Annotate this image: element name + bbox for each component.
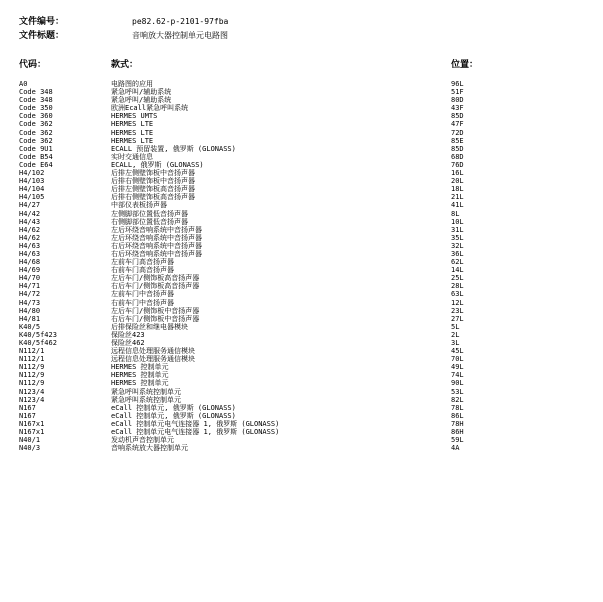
row-pos: 78L: [451, 403, 464, 412]
row-code: K40/5f423: [19, 330, 57, 339]
row-pos: 2L: [451, 330, 460, 339]
row-desc: 紧急呼叫系统控制单元: [111, 387, 181, 396]
table-row: [0, 396, 603, 404]
table-row: [0, 436, 603, 444]
row-code: Code 350: [19, 104, 53, 113]
document-meta: [19, 15, 228, 43]
table-body: [0, 80, 603, 452]
row-code: N123/4: [19, 387, 45, 396]
row-code: N112/9: [19, 371, 45, 380]
row-pos: 36L: [451, 249, 464, 258]
table-row: [0, 323, 603, 331]
row-code: H4/69: [19, 266, 41, 275]
row-desc: ECALL 预留装置, 俄罗斯 (GLONASS): [111, 144, 236, 153]
row-desc: HERMES LTE: [111, 128, 154, 137]
row-pos: 86H: [451, 428, 464, 437]
table-row: [0, 153, 603, 161]
row-pos: 43F: [451, 104, 464, 113]
table-row: [0, 258, 603, 266]
table-row: [0, 137, 603, 145]
row-desc: 欧洲Ecall紧急呼叫系统: [111, 104, 189, 113]
row-pos: 49L: [451, 363, 464, 372]
row-pos: 31L: [451, 225, 464, 234]
row-desc: HERMES LTE: [111, 136, 154, 145]
row-desc: 右前车门高音扬声器: [111, 266, 174, 275]
row-desc: 左前车门高音扬声器: [111, 258, 174, 267]
row-code: H4/70: [19, 274, 41, 283]
row-desc: 右后车门/侧饰板高音扬声器: [111, 282, 200, 291]
row-desc: 右后环绕音响系统中音扬声器: [111, 249, 202, 258]
row-pos: 18L: [451, 185, 464, 194]
row-code: H4/62: [19, 233, 41, 242]
row-pos: 3L: [451, 339, 460, 347]
table-row: [0, 282, 603, 290]
table-row: [0, 96, 603, 104]
table-row: [0, 355, 603, 363]
table-row: [0, 210, 603, 218]
row-pos: 76D: [451, 160, 464, 169]
row-pos: 86L: [451, 411, 464, 420]
row-pos: 27L: [451, 314, 464, 323]
row-desc: 音响系统放大器控制单元: [111, 444, 188, 453]
table-row: [0, 412, 603, 420]
row-code: Code 360: [19, 112, 53, 121]
row-pos: 51F: [451, 88, 464, 97]
table-row: [0, 299, 603, 307]
row-desc: 保险丝423: [111, 330, 145, 339]
table-row: [0, 88, 603, 96]
doc-number-row: [19, 15, 228, 29]
row-code: N112/9: [19, 379, 45, 388]
doc-number-value: pe82.62-p-2101-97fba: [132, 17, 229, 26]
row-code: Code E64: [19, 160, 53, 169]
row-code: N112/1: [19, 355, 45, 364]
table-row: [0, 242, 603, 250]
row-pos: 85D: [451, 112, 464, 121]
row-desc: HERMES 控制单元: [111, 371, 169, 380]
table-row: [0, 290, 603, 298]
table-row: [0, 177, 603, 185]
row-code: N112/9: [19, 363, 45, 372]
table-row: [0, 80, 603, 88]
row-code: H4/42: [19, 209, 41, 218]
row-pos: 63L: [451, 290, 464, 299]
row-desc: 发动机声音控制单元: [111, 436, 174, 445]
row-code: H4/63: [19, 249, 41, 258]
row-code: H4/62: [19, 225, 41, 234]
row-pos: 14L: [451, 266, 464, 275]
row-desc: 后排右侧壁饰板中音扬声器: [111, 177, 195, 186]
row-desc: 左后环绕音响系统中音扬声器: [111, 225, 202, 234]
row-code: H4/63: [19, 241, 41, 250]
row-code: N123/4: [19, 395, 45, 404]
table-row: [0, 444, 603, 452]
row-pos: 35L: [451, 233, 464, 242]
row-pos: 72D: [451, 128, 464, 137]
row-pos: 90L: [451, 379, 464, 388]
row-desc: 保险丝462: [111, 339, 145, 347]
row-code: K40/5f462: [19, 339, 57, 347]
row-desc: 右后车门/侧饰板中音扬声器: [111, 314, 200, 323]
table-row: [0, 201, 603, 209]
row-code: Code 362: [19, 120, 53, 129]
row-code: H4/81: [19, 314, 41, 323]
table-row: [0, 169, 603, 177]
row-code: K40/5: [19, 322, 41, 331]
row-code: Code 362: [19, 136, 53, 145]
table-row: [0, 420, 603, 428]
row-pos: 47F: [451, 120, 464, 129]
row-code: H4/103: [19, 177, 45, 186]
row-code: N167: [19, 403, 36, 412]
row-code: Code 9U1: [19, 144, 53, 153]
row-desc: 后排右侧壁饰板高音扬声器: [111, 193, 195, 202]
table-row: [0, 388, 603, 396]
row-pos: 59L: [451, 436, 464, 445]
row-code: H4/72: [19, 290, 41, 299]
table-row: [0, 266, 603, 274]
row-desc: 左后环绕音响系统中音扬声器: [111, 233, 202, 242]
row-desc: eCall 控制单元电气连接器 1, 俄罗斯 (GLONASS): [111, 428, 280, 437]
row-pos: 62L: [451, 258, 464, 267]
row-desc: 后排左侧壁饰板中音扬声器: [111, 169, 195, 178]
row-code: H4/27: [19, 201, 41, 210]
doc-title-row: [19, 29, 228, 43]
row-code: H4/71: [19, 282, 41, 291]
row-desc: 右前车门中音扬声器: [111, 298, 174, 307]
table-row: [0, 104, 603, 112]
row-desc: eCall 控制单元, 俄罗斯 (GLONASS): [111, 403, 236, 412]
table-row: [0, 379, 603, 387]
row-pos: 12L: [451, 298, 464, 307]
header-code: 代码：: [19, 60, 47, 70]
row-desc: 右侧脚部位置低音扬声器: [111, 217, 188, 226]
header-pos: 位置：: [451, 60, 479, 70]
row-pos: 45L: [451, 347, 464, 356]
table-row: [0, 112, 603, 120]
row-desc: 中部仪表板扬声器: [111, 201, 167, 210]
table-row: [0, 315, 603, 323]
table-row: [0, 226, 603, 234]
table-row: [0, 347, 603, 355]
row-desc: 紧急呼叫/辅助系统: [111, 88, 172, 97]
row-pos: 70L: [451, 355, 464, 364]
row-pos: 80D: [451, 96, 464, 105]
row-desc: 右后环绕音响系统中音扬声器: [111, 241, 202, 250]
table-row: [0, 274, 603, 282]
row-code: H4/43: [19, 217, 41, 226]
table-row: [0, 145, 603, 153]
row-pos: 85D: [451, 144, 464, 153]
row-pos: 41L: [451, 201, 464, 210]
row-code: Code 362: [19, 128, 53, 137]
row-pos: 28L: [451, 282, 464, 291]
row-pos: 16L: [451, 169, 464, 178]
row-code: Code 348: [19, 88, 53, 97]
doc-title-label: 文件标题：: [19, 31, 65, 41]
row-desc: 左前车门中音扬声器: [111, 290, 174, 299]
row-code: N112/1: [19, 347, 45, 356]
row-desc: eCall 控制单元电气连接器 1, 俄罗斯 (GLONASS): [111, 419, 280, 428]
row-desc: HERMES LTE: [111, 120, 154, 129]
table-row: [0, 371, 603, 379]
row-code: Code B54: [19, 152, 53, 161]
row-pos: 32L: [451, 241, 464, 250]
row-desc: HERMES UMTS: [111, 112, 158, 121]
row-pos: 8L: [451, 209, 460, 218]
row-pos: 68D: [451, 152, 464, 161]
row-desc: 紧急呼叫系统控制单元: [111, 395, 181, 404]
row-code: H4/80: [19, 306, 41, 315]
header-desc: 款式：: [111, 60, 139, 70]
row-desc: ECALL, 俄罗斯 (GLONASS): [111, 160, 204, 169]
doc-title-value: 音响放大器控制单元电路图: [132, 31, 228, 40]
row-desc: HERMES 控制单元: [111, 379, 169, 388]
row-pos: 82L: [451, 395, 464, 404]
row-desc: 左后车门/侧饰板中音扬声器: [111, 306, 200, 315]
table-row: [0, 339, 603, 347]
row-desc: 后排左侧壁饰板高音扬声器: [111, 185, 195, 194]
row-pos: 5L: [451, 322, 460, 331]
row-code: Code 348: [19, 96, 53, 105]
row-desc: 远程信息处理服务通信模块: [111, 347, 195, 356]
row-pos: 21L: [451, 193, 464, 202]
row-desc: 远程信息处理服务通信模块: [111, 355, 195, 364]
row-pos: 53L: [451, 387, 464, 396]
row-desc: 后排保险丝和继电器模块: [111, 322, 188, 331]
table-row: [0, 331, 603, 339]
row-code: H4/102: [19, 169, 45, 178]
row-desc: 紧急呼叫/辅助系统: [111, 96, 172, 105]
row-pos: 85E: [451, 136, 464, 145]
table-row: [0, 161, 603, 169]
doc-number-label: 文件编号：: [19, 17, 65, 27]
row-code: A0: [19, 80, 28, 88]
row-pos: 10L: [451, 217, 464, 226]
row-pos: 4A: [451, 444, 460, 453]
table-row: [0, 218, 603, 226]
row-pos: 25L: [451, 274, 464, 283]
row-desc: 左后车门/侧饰板高音扬声器: [111, 274, 200, 283]
row-pos: 74L: [451, 371, 464, 380]
row-pos: 20L: [451, 177, 464, 186]
table-row: [0, 120, 603, 128]
row-desc: eCall 控制单元, 俄罗斯 (GLONASS): [111, 411, 236, 420]
table-header: [0, 57, 603, 71]
table-row: [0, 129, 603, 137]
row-code: N40/3: [19, 444, 41, 453]
row-pos: 96L: [451, 80, 464, 88]
row-desc: 电路图的应用: [111, 80, 153, 88]
row-code: H4/105: [19, 193, 45, 202]
table-row: [0, 428, 603, 436]
table-row: [0, 193, 603, 201]
row-code: H4/104: [19, 185, 45, 194]
row-desc: HERMES 控制单元: [111, 363, 169, 372]
table-row: [0, 307, 603, 315]
table-row: [0, 185, 603, 193]
row-code: H4/73: [19, 298, 41, 307]
row-code: N167x1: [19, 428, 45, 437]
row-desc: 左侧脚部位置低音扬声器: [111, 209, 188, 218]
table-row: [0, 363, 603, 371]
row-pos: 23L: [451, 306, 464, 315]
row-code: H4/68: [19, 258, 41, 267]
table-row: [0, 234, 603, 242]
table-row: [0, 250, 603, 258]
row-code: N40/1: [19, 436, 41, 445]
row-desc: 实时交通信息: [111, 152, 153, 161]
row-code: N167x1: [19, 419, 45, 428]
row-code: N167: [19, 411, 36, 420]
row-pos: 78H: [451, 419, 464, 428]
table-row: [0, 404, 603, 412]
